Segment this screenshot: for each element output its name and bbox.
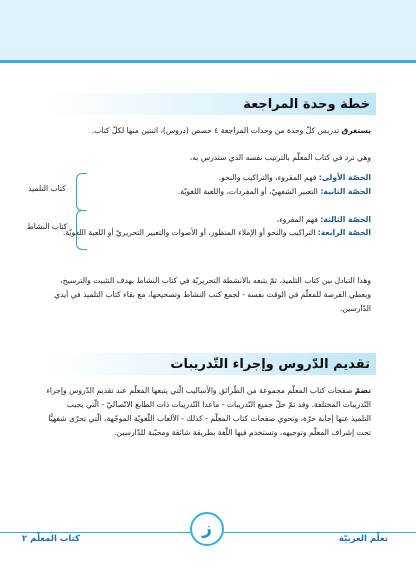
- paragraph-text: صفحات كتاب المعلّم مجموعة من الطّرائق والأساليب الّتي يتبعها المعلّم عند تقديم الدّروس وإجراء التّدريبات المختلفة. وقد تمّ حلّ جميع التّدريبات - ماعدا التّدريبات ذات الطابع الاتّصاليّ - الّتي يجيب التلميذ عنها إجابة حرّة، وتحوي صفحات كتاب المعلّم - كذلك - الألعاب اللّغويّة الموجّهة، الّتي تحرّى شفهيًّا تحت إشراف المعلّم وتوجيهه، وتستخدم فيها اللّغة بطريقة شائقة ومحبّبة للدّارسين.: [46, 386, 371, 437]
- label-activity-book: كتاب النشاط: [26, 222, 68, 231]
- section-title: تقديم الدّروس وإجراء التّدريبات: [170, 356, 370, 372]
- top-divider: [0, 60, 416, 63]
- lesson-text: فهم المقروء، والتراكيب والنحو.: [218, 173, 317, 182]
- label-student-book: كتاب التلميذ: [28, 184, 66, 193]
- lesson-text: التعبير الشفهيّ، أو المفردات، واللعبة اللغويّة.: [177, 187, 318, 196]
- paragraph-text: تدريس كلّ وحدة من وحدات المراجعة ٤ حصص (دروس)، اثنتين منها لكلّ كتاب.: [91, 126, 340, 135]
- lead-word: يستغرق: [341, 126, 371, 135]
- bracket-student-book: [76, 173, 87, 211]
- lesson-item-2: [46, 185, 371, 199]
- lesson-label: الحصّة الثانية:: [320, 187, 371, 196]
- bracket-activity-book: [76, 210, 87, 250]
- lesson-item-3: [46, 213, 371, 227]
- page-number: ز: [190, 512, 224, 546]
- lead-word: تضمّ: [354, 386, 371, 395]
- section-title: خطة وحدة المراجعة: [243, 96, 370, 112]
- lesson-item-1: [46, 171, 371, 185]
- lesson-item-4: [46, 226, 371, 240]
- lesson-text: فهم المقروء،: [276, 215, 318, 224]
- footer-series-title: تعلّم العربيّة: [338, 534, 388, 544]
- lesson-text: التراكيب والنحو أو الإملاء المنظور، أو الأصوات والتعبير التحريريّ أو اللعبة اللغويّة.: [62, 228, 316, 237]
- paragraph-order: وهي ترد في كتاب المعلّم بالترتيب نفسه الذي ستدرس به،: [189, 153, 371, 162]
- section-header-lessons: [46, 353, 376, 375]
- section-header-review-plan: [46, 93, 376, 115]
- paragraph-intro: [46, 124, 371, 138]
- lesson-label: الحصّة الأولى:: [318, 173, 371, 182]
- top-banner: [0, 0, 416, 60]
- lesson-label: الحصّة الثالثة:: [320, 215, 371, 224]
- paragraph-alternation: وهذا التبادل بين كتاب التلميذ، ثمّ يتبعه بالانشطة التحريريّة في كتاب النشاط بهدف التثبيت والترسيخ، ويعطي الفرصة للمعلّم في الوقت نفسه - لجمع كتب النشاط وتصحيحها، مع بقاء كتاب التلميذ في أيدي الدّارسين.: [54, 276, 371, 313]
- footer-book-title: كتاب المعلّم ٢: [22, 534, 81, 544]
- lesson-label: الحصّة الرابعة:: [317, 228, 371, 237]
- paragraph-lessons: [46, 384, 371, 440]
